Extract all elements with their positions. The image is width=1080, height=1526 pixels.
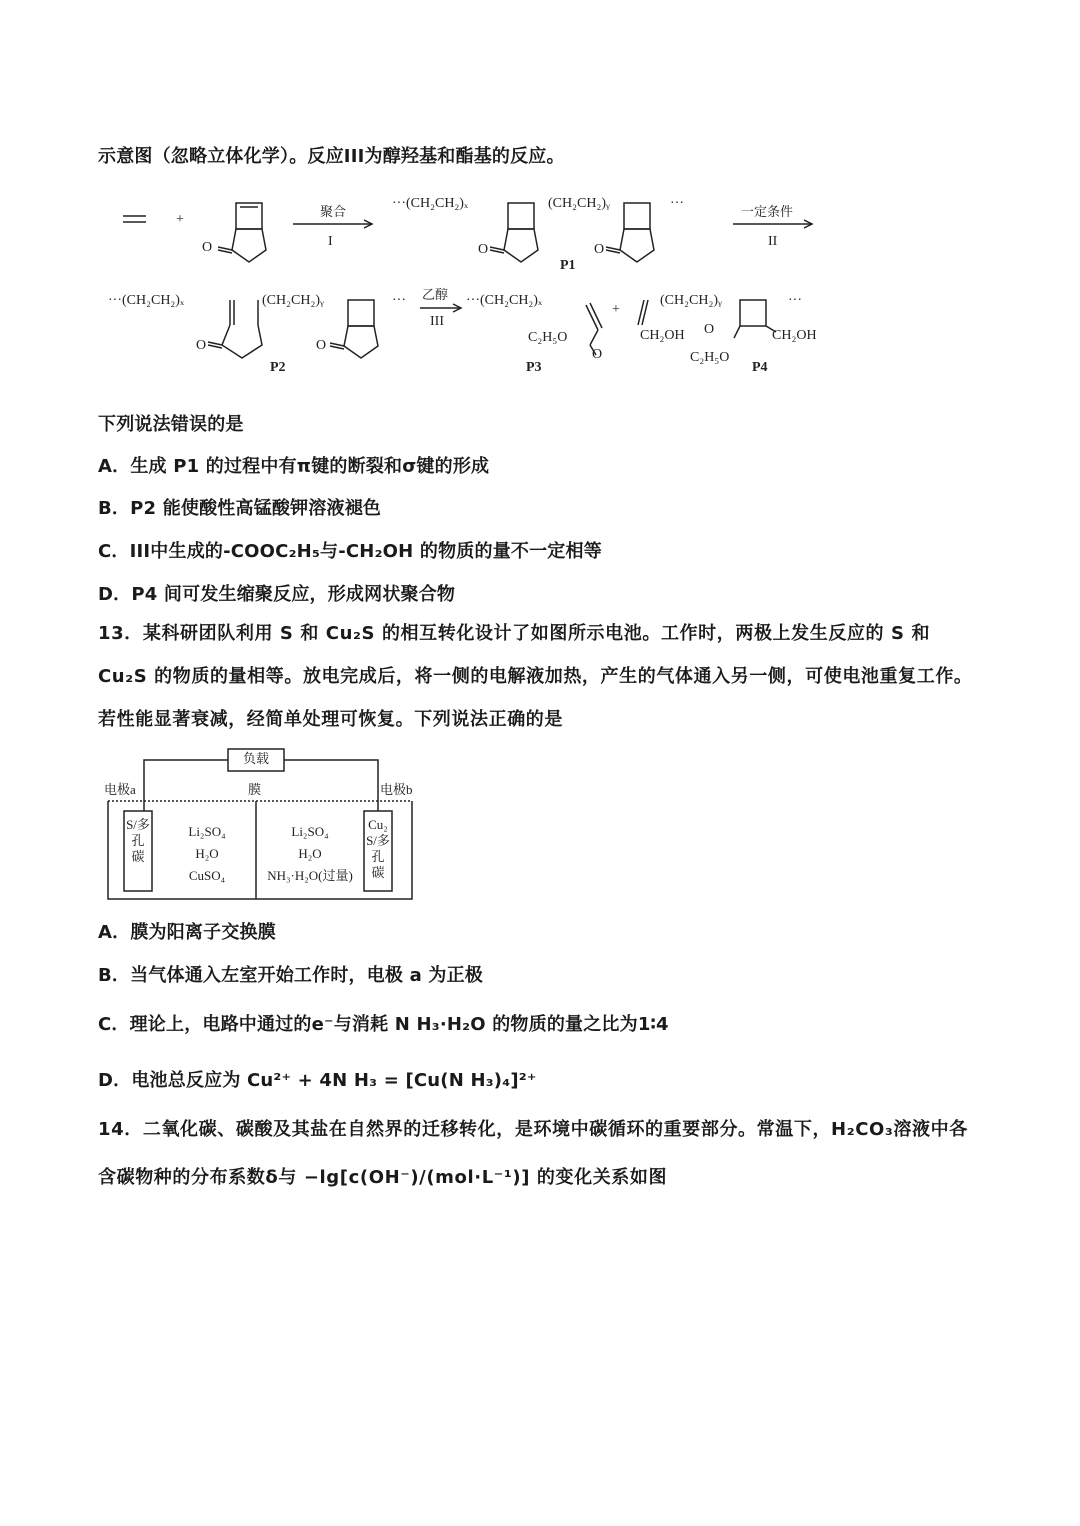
q12-option-a: A．生成 P1 的过程中有π键的断裂和σ键的形成	[98, 456, 490, 477]
chain-x-label: ···(CH₂CH₂)ₓ	[466, 293, 543, 308]
electrode-b-label: 电极b	[380, 782, 413, 797]
arrow2-top-label: 一定条件	[741, 205, 794, 220]
right-electrode-label: Cu₂S/多孔碳	[366, 817, 390, 880]
chain-y-label: (CH₂CH₂)ᵧ	[660, 293, 722, 308]
plus-sign: +	[176, 212, 184, 227]
q12-option-d: D．P4 间可发生缩聚反应，形成网状聚合物	[98, 584, 456, 605]
load-label: 负载	[242, 751, 269, 766]
oxygen-label: O	[704, 322, 715, 337]
right-solution-3: NH₃·H₂O(过量)	[267, 868, 353, 883]
q14-stem: 14．二氧化碳、碳酸及其盐在自然界的迁移转化，是环境中碳循环的重要部分。常温下，H₂CO₃溶液中各含碳物种的分布系数δ与 −lg[c(OH⁻)/(mol·L⁻¹)] 的变化关系如图	[98, 1119, 968, 1188]
oxygen-label: O	[592, 347, 603, 362]
arrow3-bottom-label: III	[430, 314, 444, 329]
q13-option-a: A．膜为阳离子交换膜	[98, 922, 276, 943]
q13-option-d: D．电池总反应为 Cu²⁺ + 4N H₃ = [Cu(N H₃)₄]²⁺	[98, 1070, 537, 1091]
oxygen-label: O	[316, 338, 327, 353]
oxygen-label: O	[594, 242, 605, 257]
q13-option-c: C．理论上，电路中通过的e⁻与消耗 N H₃·H₂O 的物质的量之比为1∶4	[98, 1014, 669, 1035]
oxygen-label: O	[196, 338, 207, 353]
right-solution-2: H₂O	[298, 846, 322, 861]
chain-x-label: ···(CH₂CH₂)ₓ	[392, 196, 469, 211]
p2-label: P2	[270, 360, 286, 375]
plus-sign: +	[612, 302, 620, 317]
oxygen-label: O	[478, 242, 489, 257]
arrow1-top-label: 聚合	[320, 205, 347, 220]
arrow1-bottom-label: I	[328, 234, 333, 249]
arrow2-bottom-label: II	[768, 234, 778, 249]
q12-stem: 下列说法错误的是	[98, 414, 244, 435]
p4-label: P4	[752, 360, 768, 375]
ethoxy-label: C₂H₅O	[528, 330, 568, 345]
left-solution-3: CuSO₄	[188, 868, 226, 883]
right-solution-1: Li₂SO₄	[291, 824, 329, 839]
chain-x-label: ···(CH₂CH₂)ₓ	[108, 293, 185, 308]
chain-y-label: (CH₂CH₂)ᵧ	[262, 293, 324, 308]
q12-option-c: C．III中生成的-COOC₂H₅与-CH₂OH 的物质的量不一定相等	[98, 541, 602, 562]
left-solution-2: H₂O	[195, 846, 219, 861]
trailing-dots: ···	[392, 293, 406, 308]
hydroxymethyl-label: CH₂OH	[772, 328, 817, 343]
q13-option-b: B．当气体通入左室开始工作时，电极 a 为正极	[98, 965, 483, 986]
p3-label: P3	[526, 360, 542, 375]
oxygen-label: O	[202, 240, 213, 255]
left-electrode-label: S/多孔碳	[126, 817, 150, 864]
trailing-dots: ···	[670, 196, 684, 211]
p1-label: P1	[560, 258, 576, 273]
arrow3-top-label: 乙醇	[422, 288, 449, 303]
ethoxy-label: C₂H₅O	[690, 350, 730, 365]
trailing-dots: ···	[788, 293, 802, 308]
membrane-label: 膜	[248, 782, 262, 797]
hydroxymethyl-label: CH₂OH	[640, 328, 685, 343]
chain-y-label: (CH₂CH₂)ᵧ	[548, 196, 610, 211]
left-solution-1: Li₂SO₄	[188, 824, 226, 839]
electrode-a-label: 电极a	[104, 782, 136, 797]
q13-stem: 13．某科研团队利用 S 和 Cu₂S 的相互转化设计了如图所示电池。工作时，两极上发生反应的 S 和 Cu₂S 的物质的量相等。放电完成后，将一侧的电解液加热，产生的气体通入另一侧，可使电池重复工作。若性能显著衰减，经简单处理可恢复。下列说法正确的是	[98, 623, 973, 730]
q12-option-b: B．P2 能使酸性高锰酸钾溶液褪色	[98, 498, 382, 519]
intro-text: 示意图（忽略立体化学）。反应III为醇羟基和酯基的反应。	[98, 146, 565, 167]
battery-diagram	[100, 745, 420, 905]
